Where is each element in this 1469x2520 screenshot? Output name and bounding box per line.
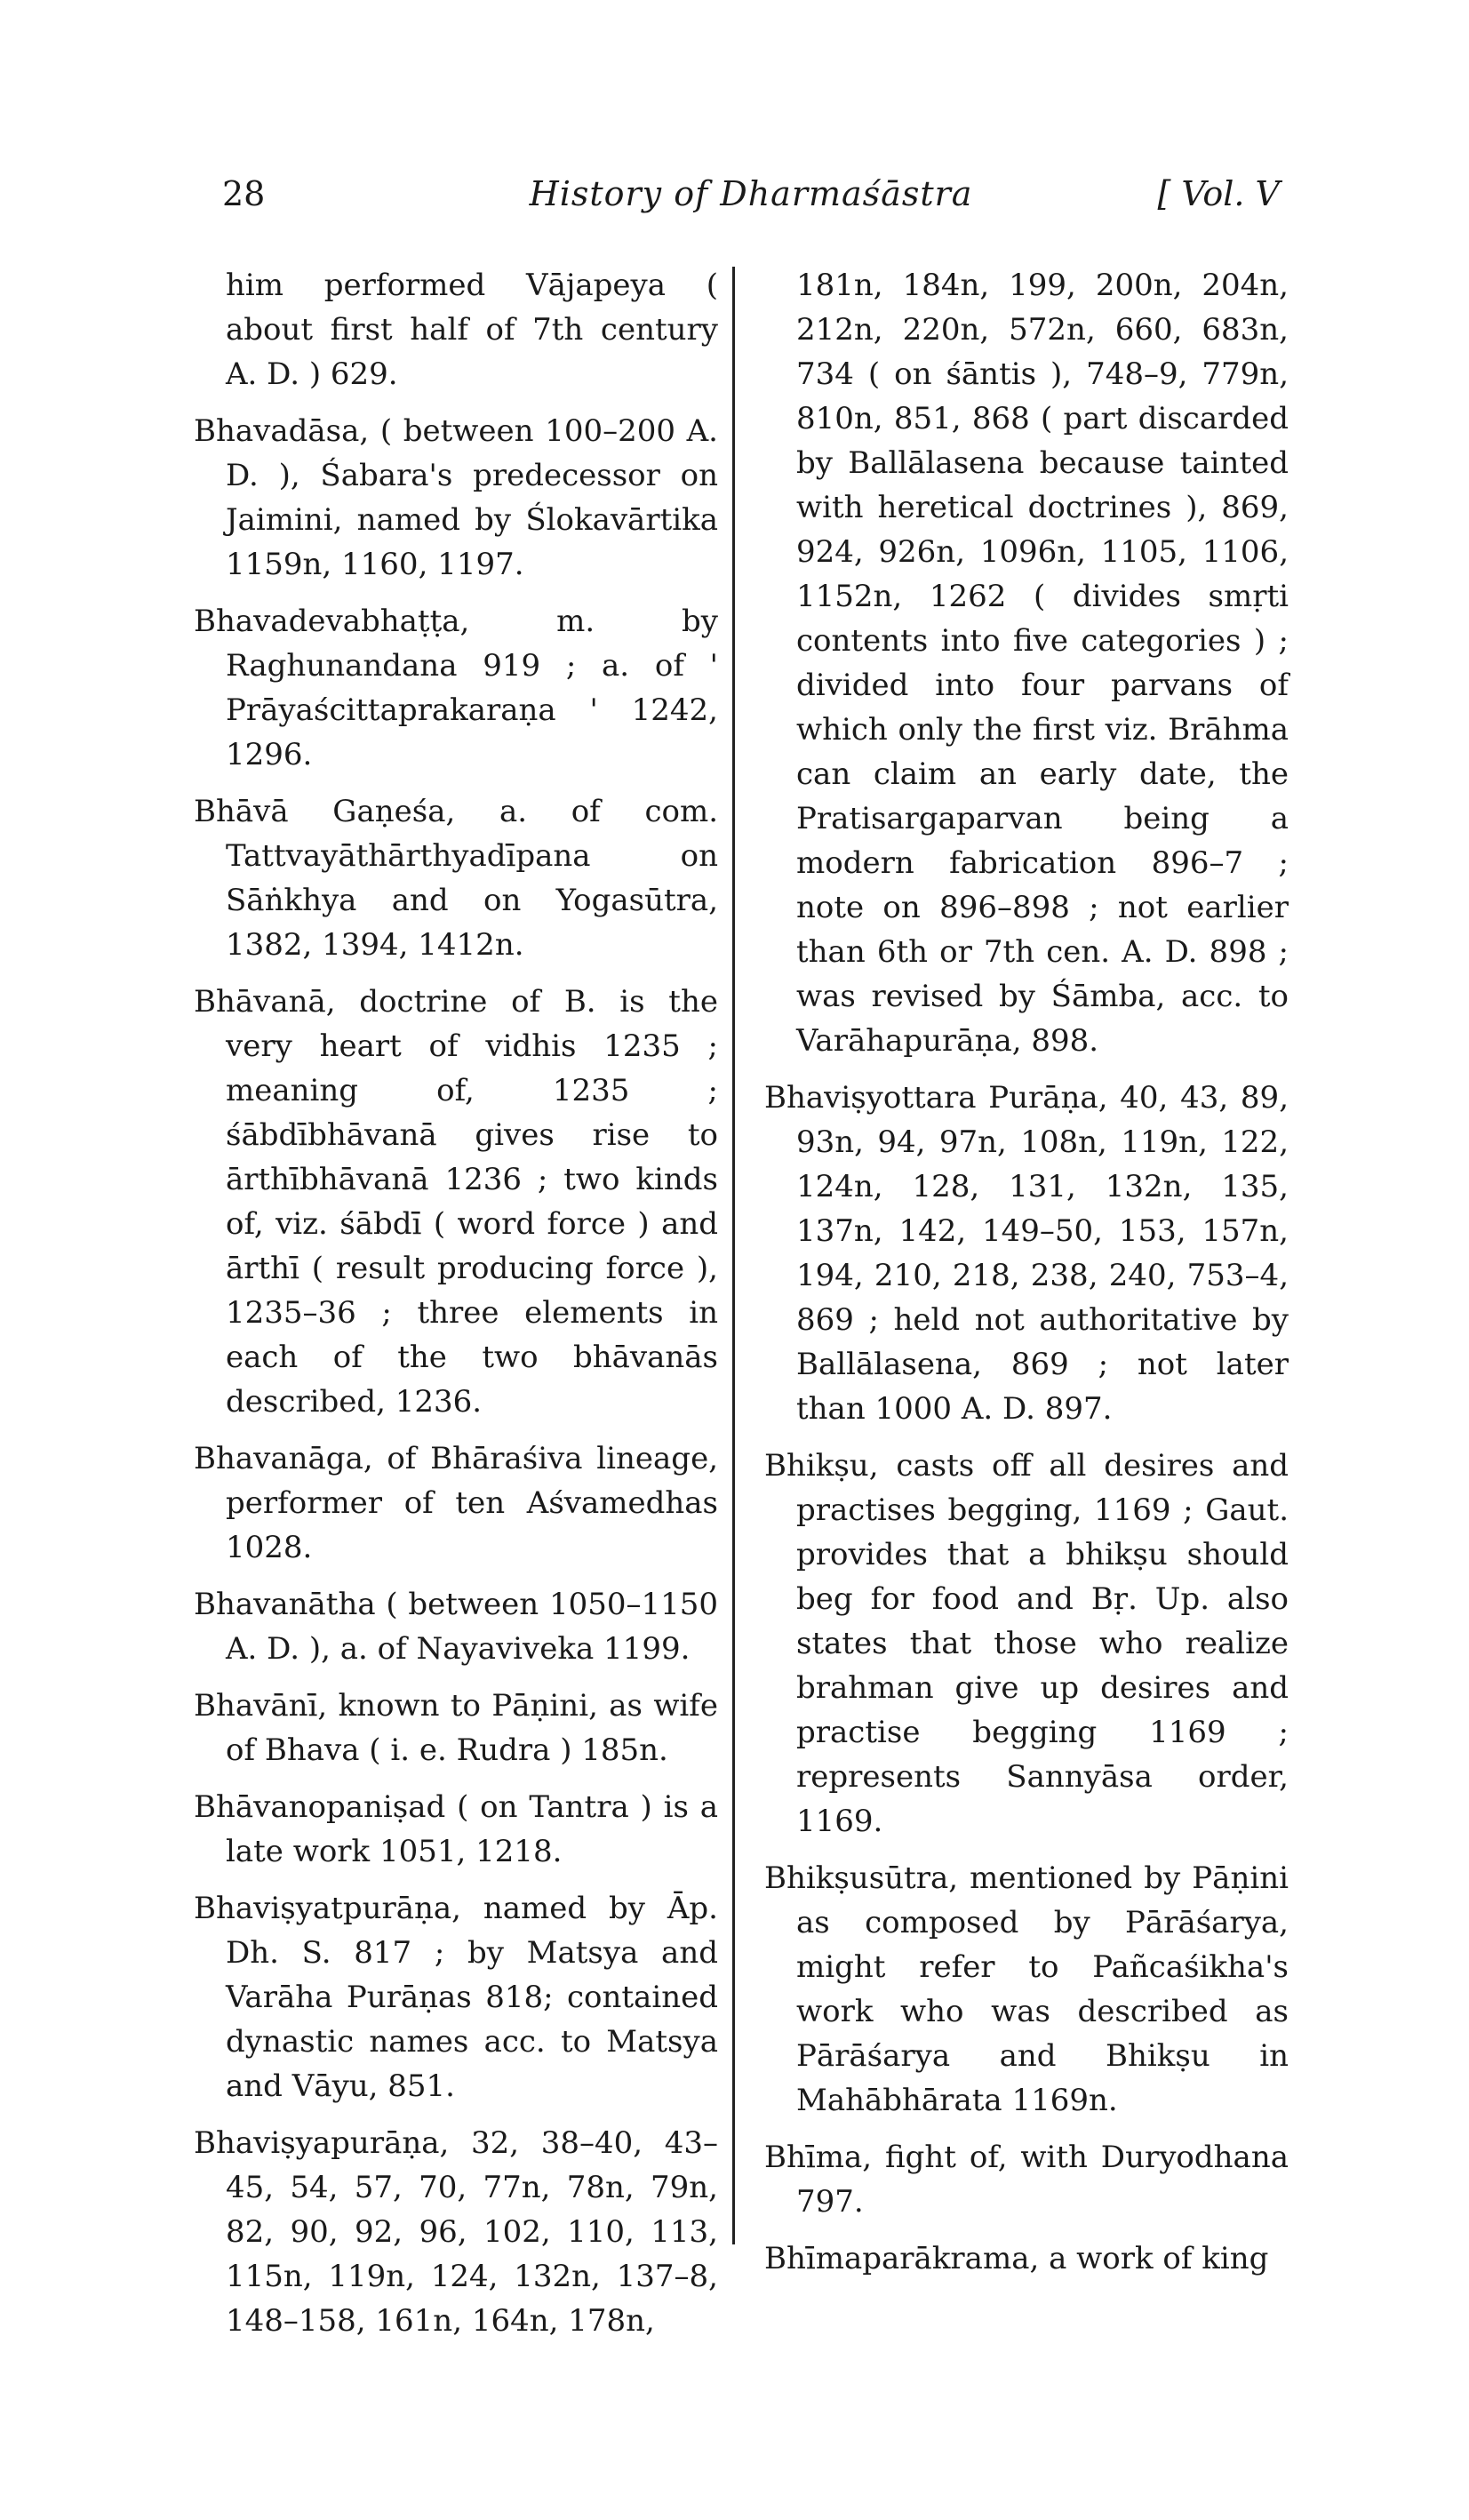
right-column xyxy=(764,263,1289,2293)
index-entry: Bhikṣu, casts off all desires and practises begging, 1169 ; Gaut. provides that a bhikṣu should beg for food and Bṛ. Up. also states that those who realize brahman give up desires and practise begging 1169 ; represents Sannyāsa order, 1169. xyxy=(764,1448,1289,1839)
left-column xyxy=(194,263,718,2356)
index-entry: Bhaviṣyottara Purāṇa, 40, 43, 89, 93n, 94, 97n, 108n, 119n, 122, 124n, 128, 131, 132n, 135, 137n, 142, 149–50, 153, 157n, 194, 210, 218, 238, 240, 753–4, 869 ; held not authoritative by Ballālasena, 869 ; not later than 1000 A. D. 897. xyxy=(764,1080,1289,1427)
page-number: 28 xyxy=(222,174,266,213)
index-entry: Bhaviṣyapurāṇa, 32, 38–40, 43–45, 54, 57, 70, 77n, 78n, 79n, 82, 90, 92, 96, 102, 110, 113, 115n, 119n, 124, 132n, 137–8, 148–158, 161n, 164n, 178n, xyxy=(194,2125,718,2339)
index-entry: Bhīma, fight of, with Duryodhana 797. xyxy=(764,2140,1289,2220)
index-entry: Bhīmaparākrama, a work of king xyxy=(764,2241,1269,2276)
index-entry: Bhikṣusūtra, mentioned by Pāṇini as composed by Pārāśarya, might refer to Pañcaśikha's work who was described as Pārāśarya and Bhikṣu in Mahābhārata 1169n. xyxy=(764,1860,1289,2118)
index-entry: Bhavadevabhaṭṭa, m. by Raghunandana 919 ; a. of ' Prāyaścittaprakaraṇa ' 1242, 1296. xyxy=(194,604,718,772)
index-entry: Bhavanāga, of Bhāraśiva lineage, performer of ten Aśvamedhas 1028. xyxy=(194,1441,718,1565)
index-entry: Bhavanātha ( between 1050–1150 A. D. ), a. of Nayaviveka 1199. xyxy=(194,1587,718,1667)
page-title: History of Dharmaśāstra xyxy=(529,174,973,213)
index-entry: Bhaviṣyatpurāṇa, named by Āp. Dh. S. 817 ; by Matsya and Varāha Purāṇas 818; contained dynastic names acc. to Matsya and Vāyu, 851. xyxy=(194,1891,718,2104)
running-header xyxy=(222,174,1280,236)
volume-label: [ Vol. V xyxy=(1157,174,1280,213)
index-entry: Bhavadāsa, ( between 100–200 A. D. ), Śabara's predecessor on Jaimini, named by Ślokavārtika 1159n, 1160, 1197. xyxy=(194,413,718,582)
index-entry: Bhāvanā, doctrine of B. is the very heart of vidhis 1235 ; meaning of, 1235 ; śābdībhāvanā gives rise to ārthībhāvanā 1236 ; two kinds of, viz. śābdī ( word force ) and ārthī ( result producing force ), 1235–36 ; three elements in each of the two bhāvanās described, 1236. xyxy=(194,984,718,1420)
index-entry: Bhavānī, known to Pāṇini, as wife of Bhava ( i. e. Rudra ) 185n. xyxy=(194,1688,718,1768)
column-divider xyxy=(732,267,735,2244)
index-entry: Bhāvā Gaṇeśa, a. of com. Tattvayāthārthyadīpana on Sāṅkhya and on Yogasūtra, 1382, 1394, 1412n. xyxy=(194,794,718,963)
index-entry: Bhāvanopaniṣad ( on Tantra ) is a late work 1051, 1218. xyxy=(194,1789,718,1869)
index-entry: 181n, 184n, 199, 200n, 204n, 212n, 220n, 572n, 660, 683n, 734 ( on śāntis ), 748–9, 779n, 810n, 851, 868 ( part discarded by Ballālasena because tainted with heretical doctrines ), 869, 924, 926n, 1096n, 1105, 1106, 1152n, 1262 ( divides smṛti contents into five categories ) ; divided into four parvans of which only the first viz. Brāhma can claim an early date, the Pratisargaparvan being a modern fabrication 896–7 ; note on 896–898 ; not earlier than 6th or 7th cen. A. D. 898 ; was revised by Śāmba, acc. to Varāhapurāṇa, 898. xyxy=(796,268,1289,1059)
index-entry: him performed Vājapeya ( about first half of 7th century A. D. ) 629. xyxy=(226,268,718,392)
